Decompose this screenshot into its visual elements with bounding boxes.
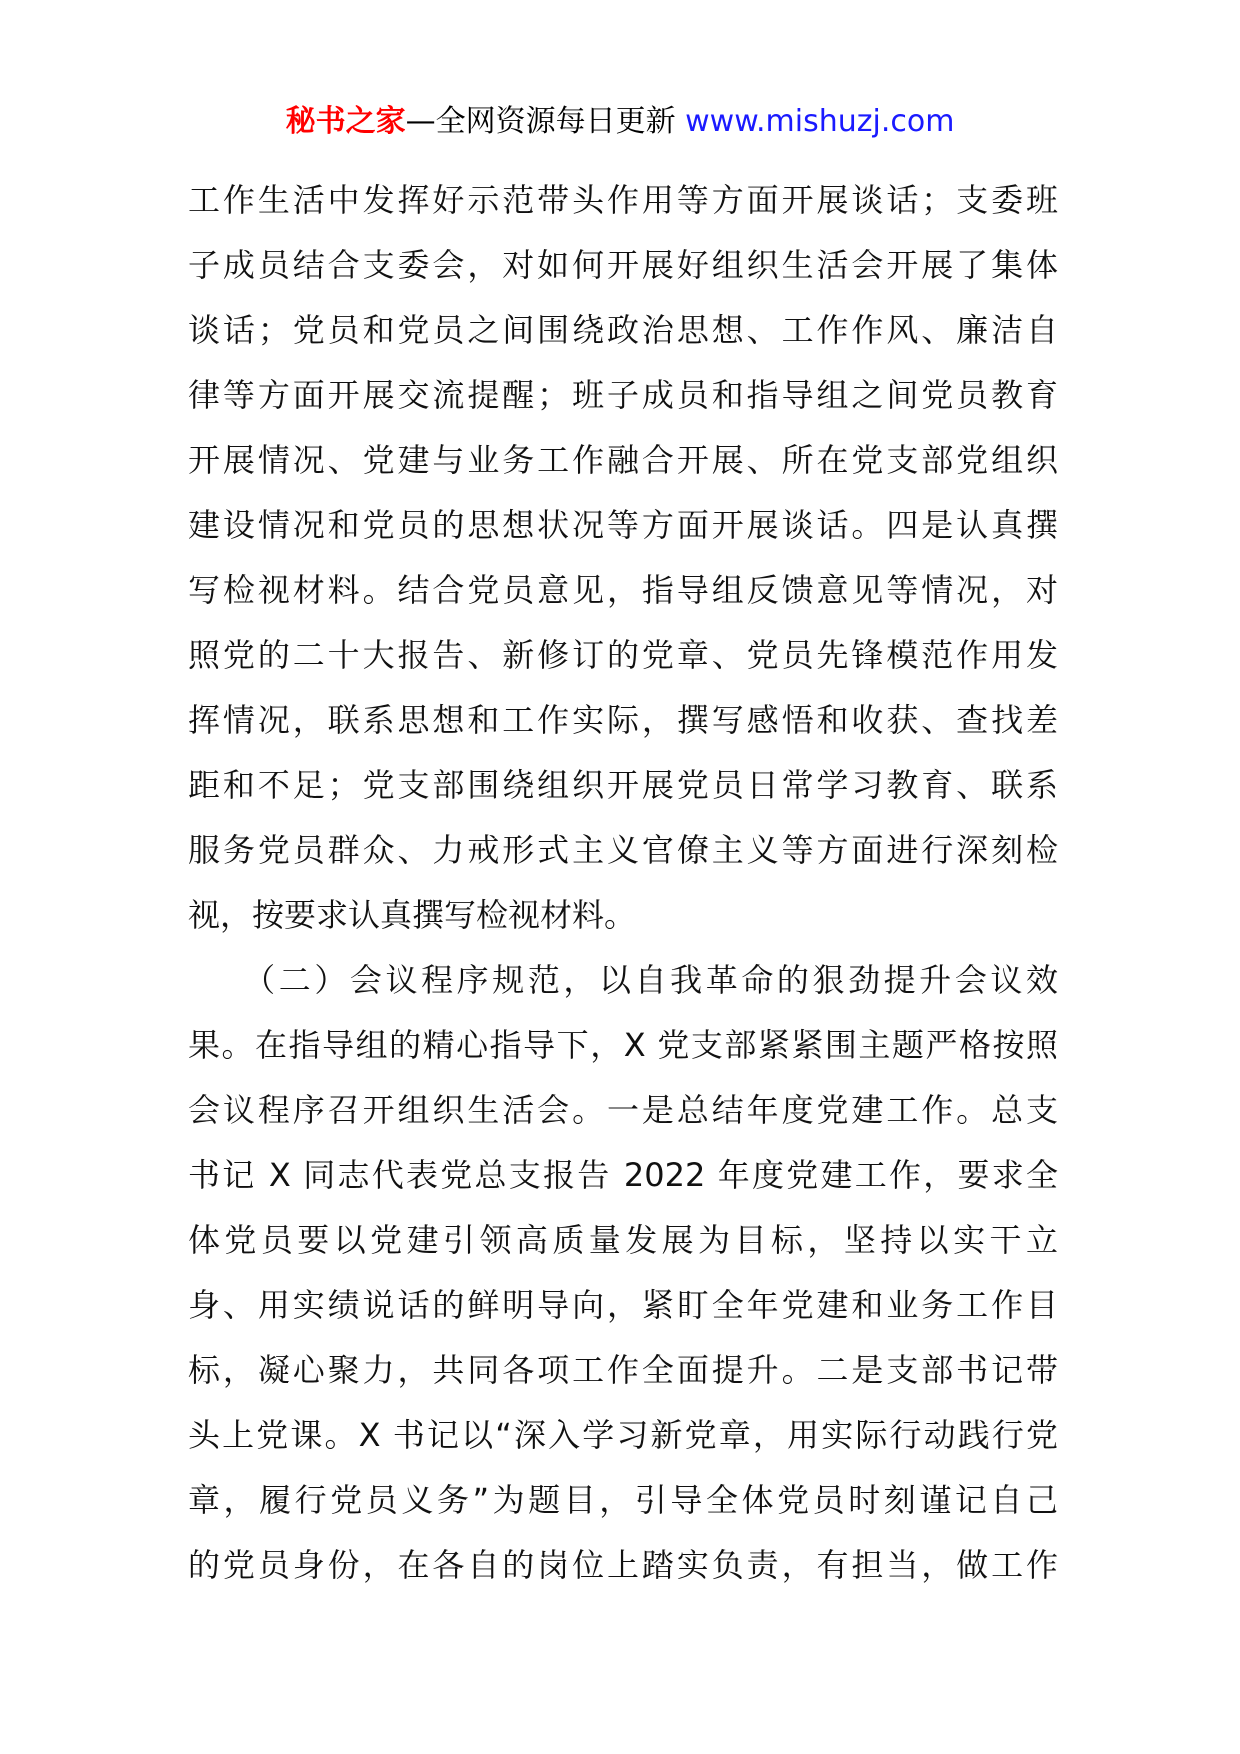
document-body [188,168,1058,1598]
text-line: 挥情况，联系思想和工作实际，撰写感悟和收获、查找差 [188,701,1058,739]
text-line: 建设情况和党员的思想状况等方面开展谈话。四是认真撰 [188,506,1058,544]
text-line: 服务党员群众、力戒形式主义官僚主义等方面进行深刻检 [188,831,1058,869]
header-slogan: —全网资源每日更新 [405,104,686,139]
text-line: 律等方面开展交流提醒；班子成员和指导组之间党员教育 [188,376,1058,414]
text-line: 章，履行党员义务”为题目，引导全体党员时刻谨记自己 [188,1481,1058,1519]
paragraph-end-line: 视，按要求认真撰写检视材料。 [188,896,637,934]
page-header [0,100,1240,144]
text-line: 头上党课。X 书记以“深入学习新党章，用实际行动践行党 [188,1416,1058,1454]
text-line: 体党员要以党建引领高质量发展为目标，坚持以实干立 [188,1221,1058,1259]
text-line: 会议程序召开组织生活会。一是总结年度党建工作。总支 [188,1091,1058,1129]
text-line: 果。在指导组的精心指导下，X 党支部紧紧围主题严格按照 [188,1026,1058,1064]
text-line: 距和不足；党支部围绕组织开展党员日常学习教育、联系 [188,766,1058,804]
text-line: 身、用实绩说话的鲜明导向，紧盯全年党建和业务工作目 [188,1286,1058,1324]
site-link[interactable]: www.mishuzj.com [685,104,955,139]
text-line: 写检视材料。结合党员意见，指导组反馈意见等情况，对 [188,571,1058,609]
text-line: 标，凝心聚力，共同各项工作全面提升。二是支部书记带 [188,1351,1058,1389]
text-line: 子成员结合支委会，对如何开展好组织生活会开展了集体 [188,246,1058,284]
brand-name: 秘书之家 [285,104,406,139]
section-heading-line: （二）会议程序规范，以自我革命的狠劲提升会议效 [188,961,1058,999]
text-line: 开展情况、党建与业务工作融合开展、所在党支部党组织 [188,441,1058,479]
text-line: 谈话；党员和党员之间围绕政治思想、工作作风、廉洁自 [188,311,1058,349]
text-line: 的党员身份，在各自的岗位上踏实负责，有担当，做工作 [188,1546,1058,1584]
text-line: 工作生活中发挥好示范带头作用等方面开展谈话；支委班 [188,181,1058,219]
text-line: 书记 X 同志代表党总支报告 2022 年度党建工作，要求全 [188,1156,1058,1194]
text-line: 照党的二十大报告、新修订的党章、党员先锋模范作用发 [188,636,1058,674]
